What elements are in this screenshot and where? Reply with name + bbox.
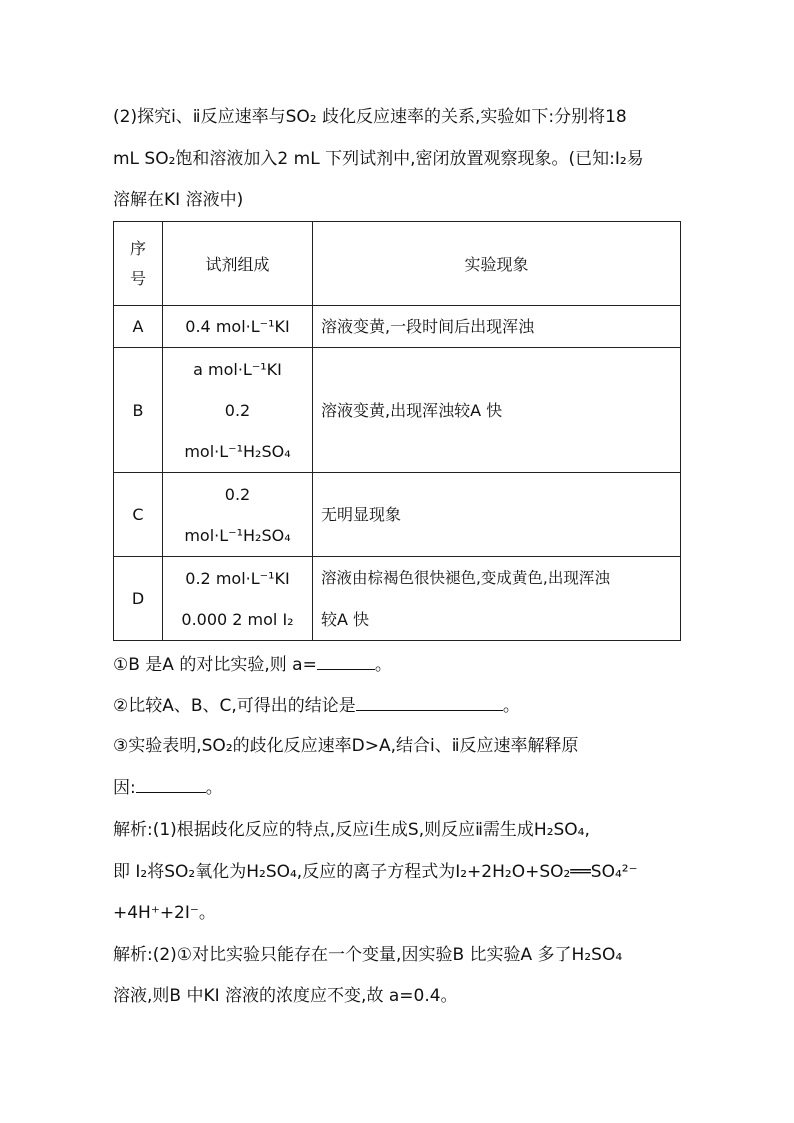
question-3-end: 。: [205, 778, 223, 798]
table-row: [114, 557, 681, 641]
reagent-line: 0.000 2 mol I₂: [181, 609, 294, 629]
table-header-row: [114, 222, 681, 306]
reagent-line: a mol·L⁻¹KI: [193, 359, 282, 379]
analysis-1-line-2: 即 I₂将SO₂氧化为H₂SO₄,反应的离子方程式为I₂+2H₂O+SO₂══SO₄²⁻: [113, 862, 638, 882]
question-1-end: 。: [374, 655, 392, 675]
header-seq: [114, 222, 163, 306]
answer-blank-3[interactable]: [136, 776, 206, 793]
header-phenomenon: 实验现象: [313, 222, 681, 306]
reagent-line: mol·L⁻¹H₂SO₄: [184, 525, 291, 545]
experiment-table: [113, 221, 681, 641]
question-1: [113, 653, 392, 676]
table-row: [114, 306, 681, 348]
question-2: [113, 694, 520, 717]
table-row: [114, 348, 681, 473]
phenomenon-line: 较A 快: [321, 609, 370, 629]
phenomenon-line: 溶液变黄,一段时间后出现浑浊: [321, 317, 535, 336]
question-3-line-2: [113, 776, 223, 799]
analysis-1-line-3: +4H⁺+2I⁻。: [113, 903, 216, 923]
reagent-line: 0.2: [224, 400, 251, 420]
analysis-2-line-1: 解析:(2)①对比实验只能存在一个变量,因实验B 比实验A 多了H₂SO₄: [113, 945, 623, 965]
row-phenomenon: [313, 348, 681, 473]
row-reagent: [163, 557, 313, 641]
intro-line-2: mL SO₂饱和溶液加入2 mL 下列试剂中,密闭放置观察现象。(已知:I₂易: [113, 149, 644, 169]
row-phenomenon: [313, 557, 681, 641]
answer-blank-1[interactable]: [317, 653, 375, 670]
question-2-text: ②比较A、B、C,可得出的结论是: [113, 696, 356, 716]
row-phenomenon: [313, 473, 681, 557]
question-2-end: 。: [502, 696, 520, 716]
header-seq-a: 序: [129, 238, 146, 258]
analysis-1-line-1: 解析:(1)根据歧化反应的特点,反应ⅰ生成S,则反应ⅱ需生成H₂SO₄,: [113, 820, 590, 840]
row-reagent: [163, 348, 313, 473]
reagent-line: 0.2: [224, 484, 251, 504]
intro-line-3: 溶解在KI 溶液中): [113, 190, 244, 210]
reagent-line: 0.4 mol·L⁻¹KI: [185, 317, 290, 336]
phenomenon-line: 溶液变黄,出现浑浊较A 快: [321, 400, 503, 420]
answer-blank-2[interactable]: [356, 694, 503, 711]
row-seq: B: [114, 348, 163, 473]
row-reagent: [163, 473, 313, 557]
question-3-text: 因:: [113, 778, 136, 798]
row-seq: A: [114, 306, 163, 348]
reagent-line: mol·L⁻¹H₂SO₄: [184, 441, 291, 461]
question-1-text: ①B 是A 的对比实验,则 a=: [113, 655, 317, 675]
question-3-line-1: ③实验表明,SO₂的歧化反应速率D>A,结合ⅰ、ⅱ反应速率解释原: [113, 736, 579, 756]
header-seq-b: 号: [129, 268, 146, 288]
reagent-line: 0.2 mol·L⁻¹KI: [185, 568, 290, 588]
analysis-2-line-2: 溶液,则B 中KI 溶液的浓度应不变,故 a=0.4。: [113, 986, 458, 1006]
intro-line-1: (2)探究ⅰ、ⅱ反应速率与SO₂ 歧化反应速率的关系,实验如下:分别将18: [113, 107, 627, 127]
row-reagent: [163, 306, 313, 348]
header-reagent: 试剂组成: [163, 222, 313, 306]
table-row: [114, 473, 681, 557]
phenomenon-line: 溶液由棕褐色很快褪色,变成黄色,出现浑浊: [321, 568, 610, 587]
phenomenon-line: 无明显现象: [321, 505, 402, 524]
row-phenomenon: [313, 306, 681, 348]
row-seq: C: [114, 473, 163, 557]
row-seq: D: [114, 557, 163, 641]
